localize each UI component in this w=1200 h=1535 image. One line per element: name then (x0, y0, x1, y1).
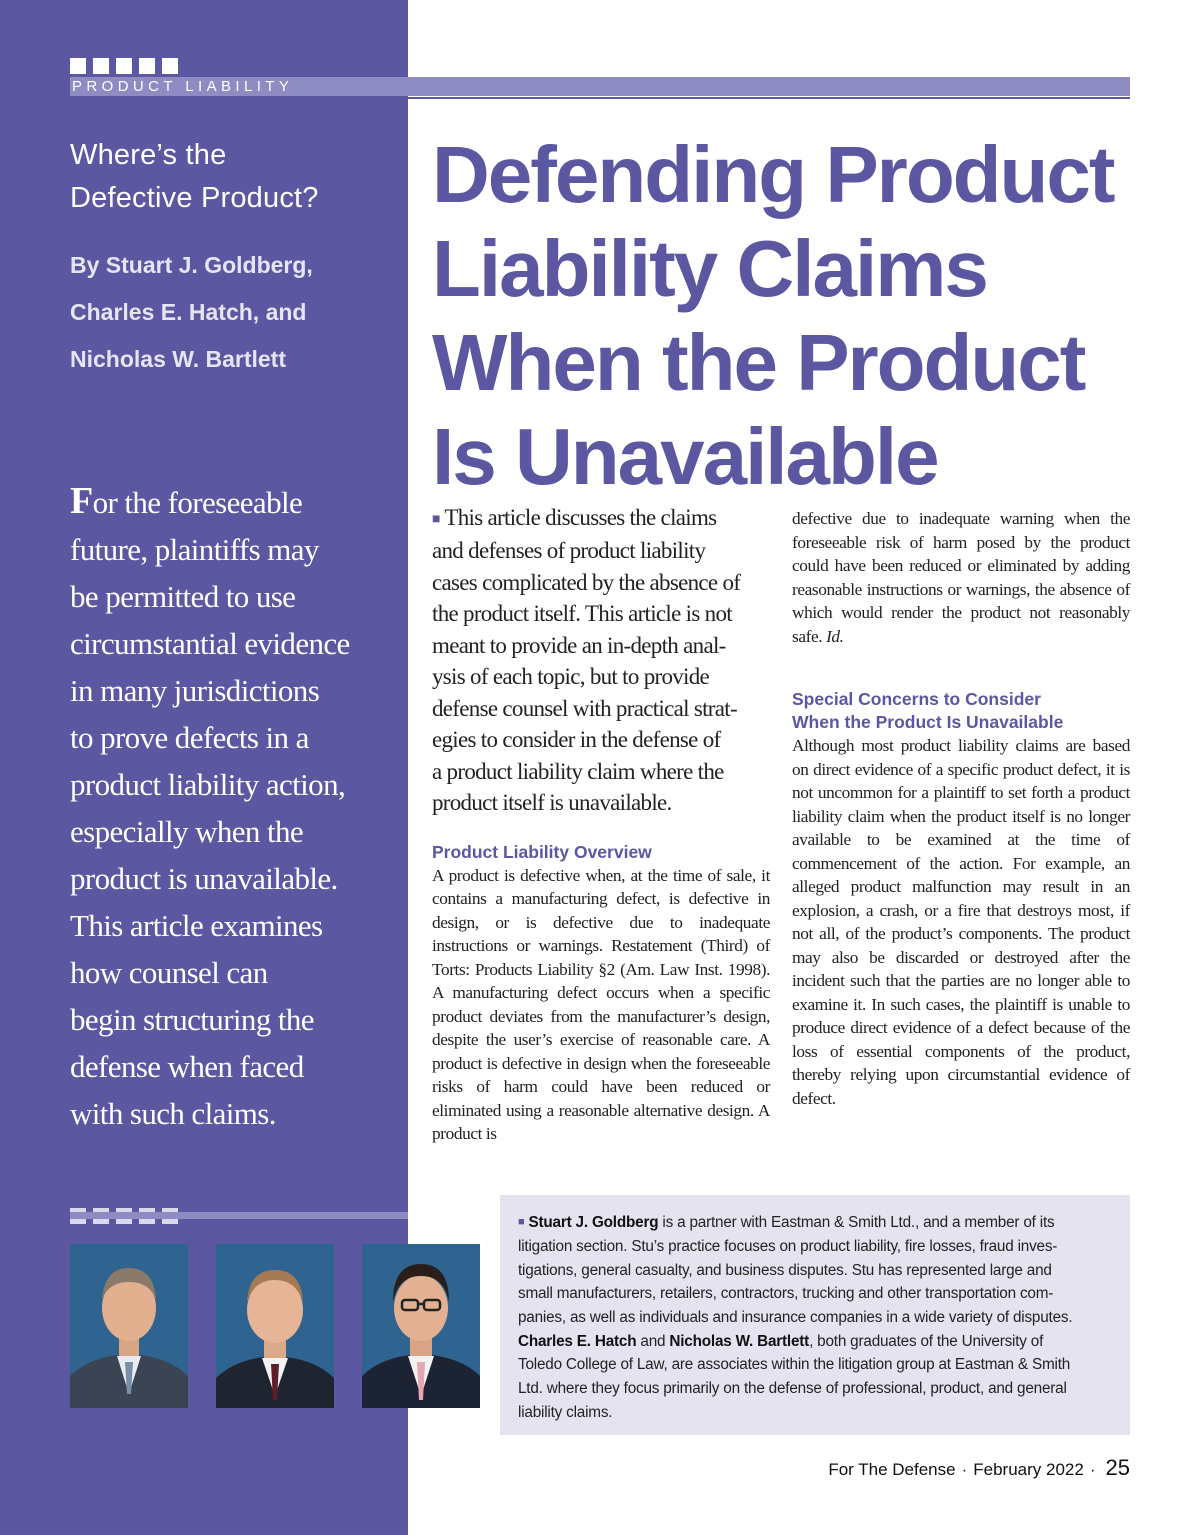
subhead-special-concerns: Special Concerns to Consider When the Product Is Unavailable (792, 689, 1064, 732)
bullet-icon: ■ (518, 1216, 525, 1229)
special-concerns-paragraph: Although most product liability claims are based on direct evidence of a specific product defect, it is not uncommon for a plaintiff to set forth a product liability claim when the product itself is no longer available to be examined at the time of commencement of the action. For example, an alleged product malfunction may result in an explosion, a crash, or a fire that destroys most, if not all, of the product’s components. The product may also be discarded or destroyed after the incident such that the parties are no longer able to examine it. In such cases, the plaintiff is unable to produce direct evidence of a defect because of the loss of essential components of the product, thereby relying upon circumstantial evidence of defect. (792, 736, 1130, 1108)
section-label: PRODUCT LIABILITY (70, 77, 1130, 96)
photo-hatch (216, 1244, 334, 1408)
column-middle (432, 502, 770, 1146)
section-rule (408, 97, 1130, 99)
page-number: 25 (1105, 1455, 1130, 1480)
column-right (792, 507, 1130, 1110)
article-intro: ■ This article discusses the claims and defenses of product liability cases complicated by the absence of the product itself. This article is not meant to provide an in-depth anal- ysis of each topic, but to provide defense counsel with practical strat- egies to consider in the defense of a product liability claim where the product itself is unavailable. (432, 505, 741, 816)
photo-goldberg (70, 1244, 188, 1408)
bullet-icon: ■ (432, 511, 440, 527)
author-hatch: Charles E. Hatch, and (70, 299, 307, 325)
section-marker-squares (70, 58, 178, 74)
pull-quote: For the foreseeable future, plaintiffs may be permitted to use circumstantial evidence in many jurisdictions to prove defects in a product liability action, especially when the product is unavailable. This article examines how counsel can begin structuring the defense when faced with such claims. (70, 480, 350, 1131)
byline (70, 242, 390, 383)
article-title: Defending Product Liability Claims When the Product Is Unavailable (432, 130, 1114, 501)
overview-paragraph: A product is defective when, at the time of sale, it contains a manufacturing defect, is defective in design, or is defective due to inadequate instructions or warnings. Restatement (Third) of Torts: Products Liability §2 (Am. Law Inst. 1998). A manufacturing defect occurs when a specific product deviates from the manufacturer’s design, despite the user’s exercise of reasonable care. A product is defective in design when the foreseeable risks of harm could have been reduced or eliminated using a reasonable alternative design. A product is (432, 865, 770, 1144)
drop-cap: F (70, 480, 93, 522)
overview-paragraph-continued: defective due to inadequate warning when the foreseeable risk of harm posed by the product could have been reduced or eliminated by adding reasonable instructions or warnings, the absence of which would render the product not reasonably safe. Id. (792, 509, 1130, 646)
author-bio-box (500, 1195, 1130, 1435)
author-bartlett: Nicholas W. Bartlett (70, 346, 286, 372)
kicker: Where’s the Defective Product? (70, 139, 319, 214)
issue-date: February 2022 (973, 1460, 1084, 1479)
publication-name: For The Defense (828, 1460, 956, 1479)
page-footer: For The Defense · February 2022 · 25 (828, 1455, 1130, 1480)
photo-bartlett (362, 1244, 480, 1408)
author-bio: ■ Stuart J. Goldberg is a partner with Eastman & Smith Ltd., and a member of its litigation section. Stu’s practice focuses on product liability, fire losses, fraud inves- tigations, general casualty, and business disputes. Stu has represented large and small manufacturers, retailers, contractors, trucking and other transportation com- panies, as well as individuals and insurance companies in a wide variety of disputes. Charles E. Hatch and Nicholas W. Bartlett, both graduates of the University of Toledo College of Law, are associates within the litigation group at Eastman & Smith Ltd. where they focus primarily on the defense of professional, product, and general liability claims. (518, 1214, 1073, 1421)
author-goldberg: By Stuart J. Goldberg, (70, 252, 313, 278)
bio-marker-rule (70, 1212, 408, 1219)
subhead-overview: Product Liability Overview (432, 841, 652, 862)
